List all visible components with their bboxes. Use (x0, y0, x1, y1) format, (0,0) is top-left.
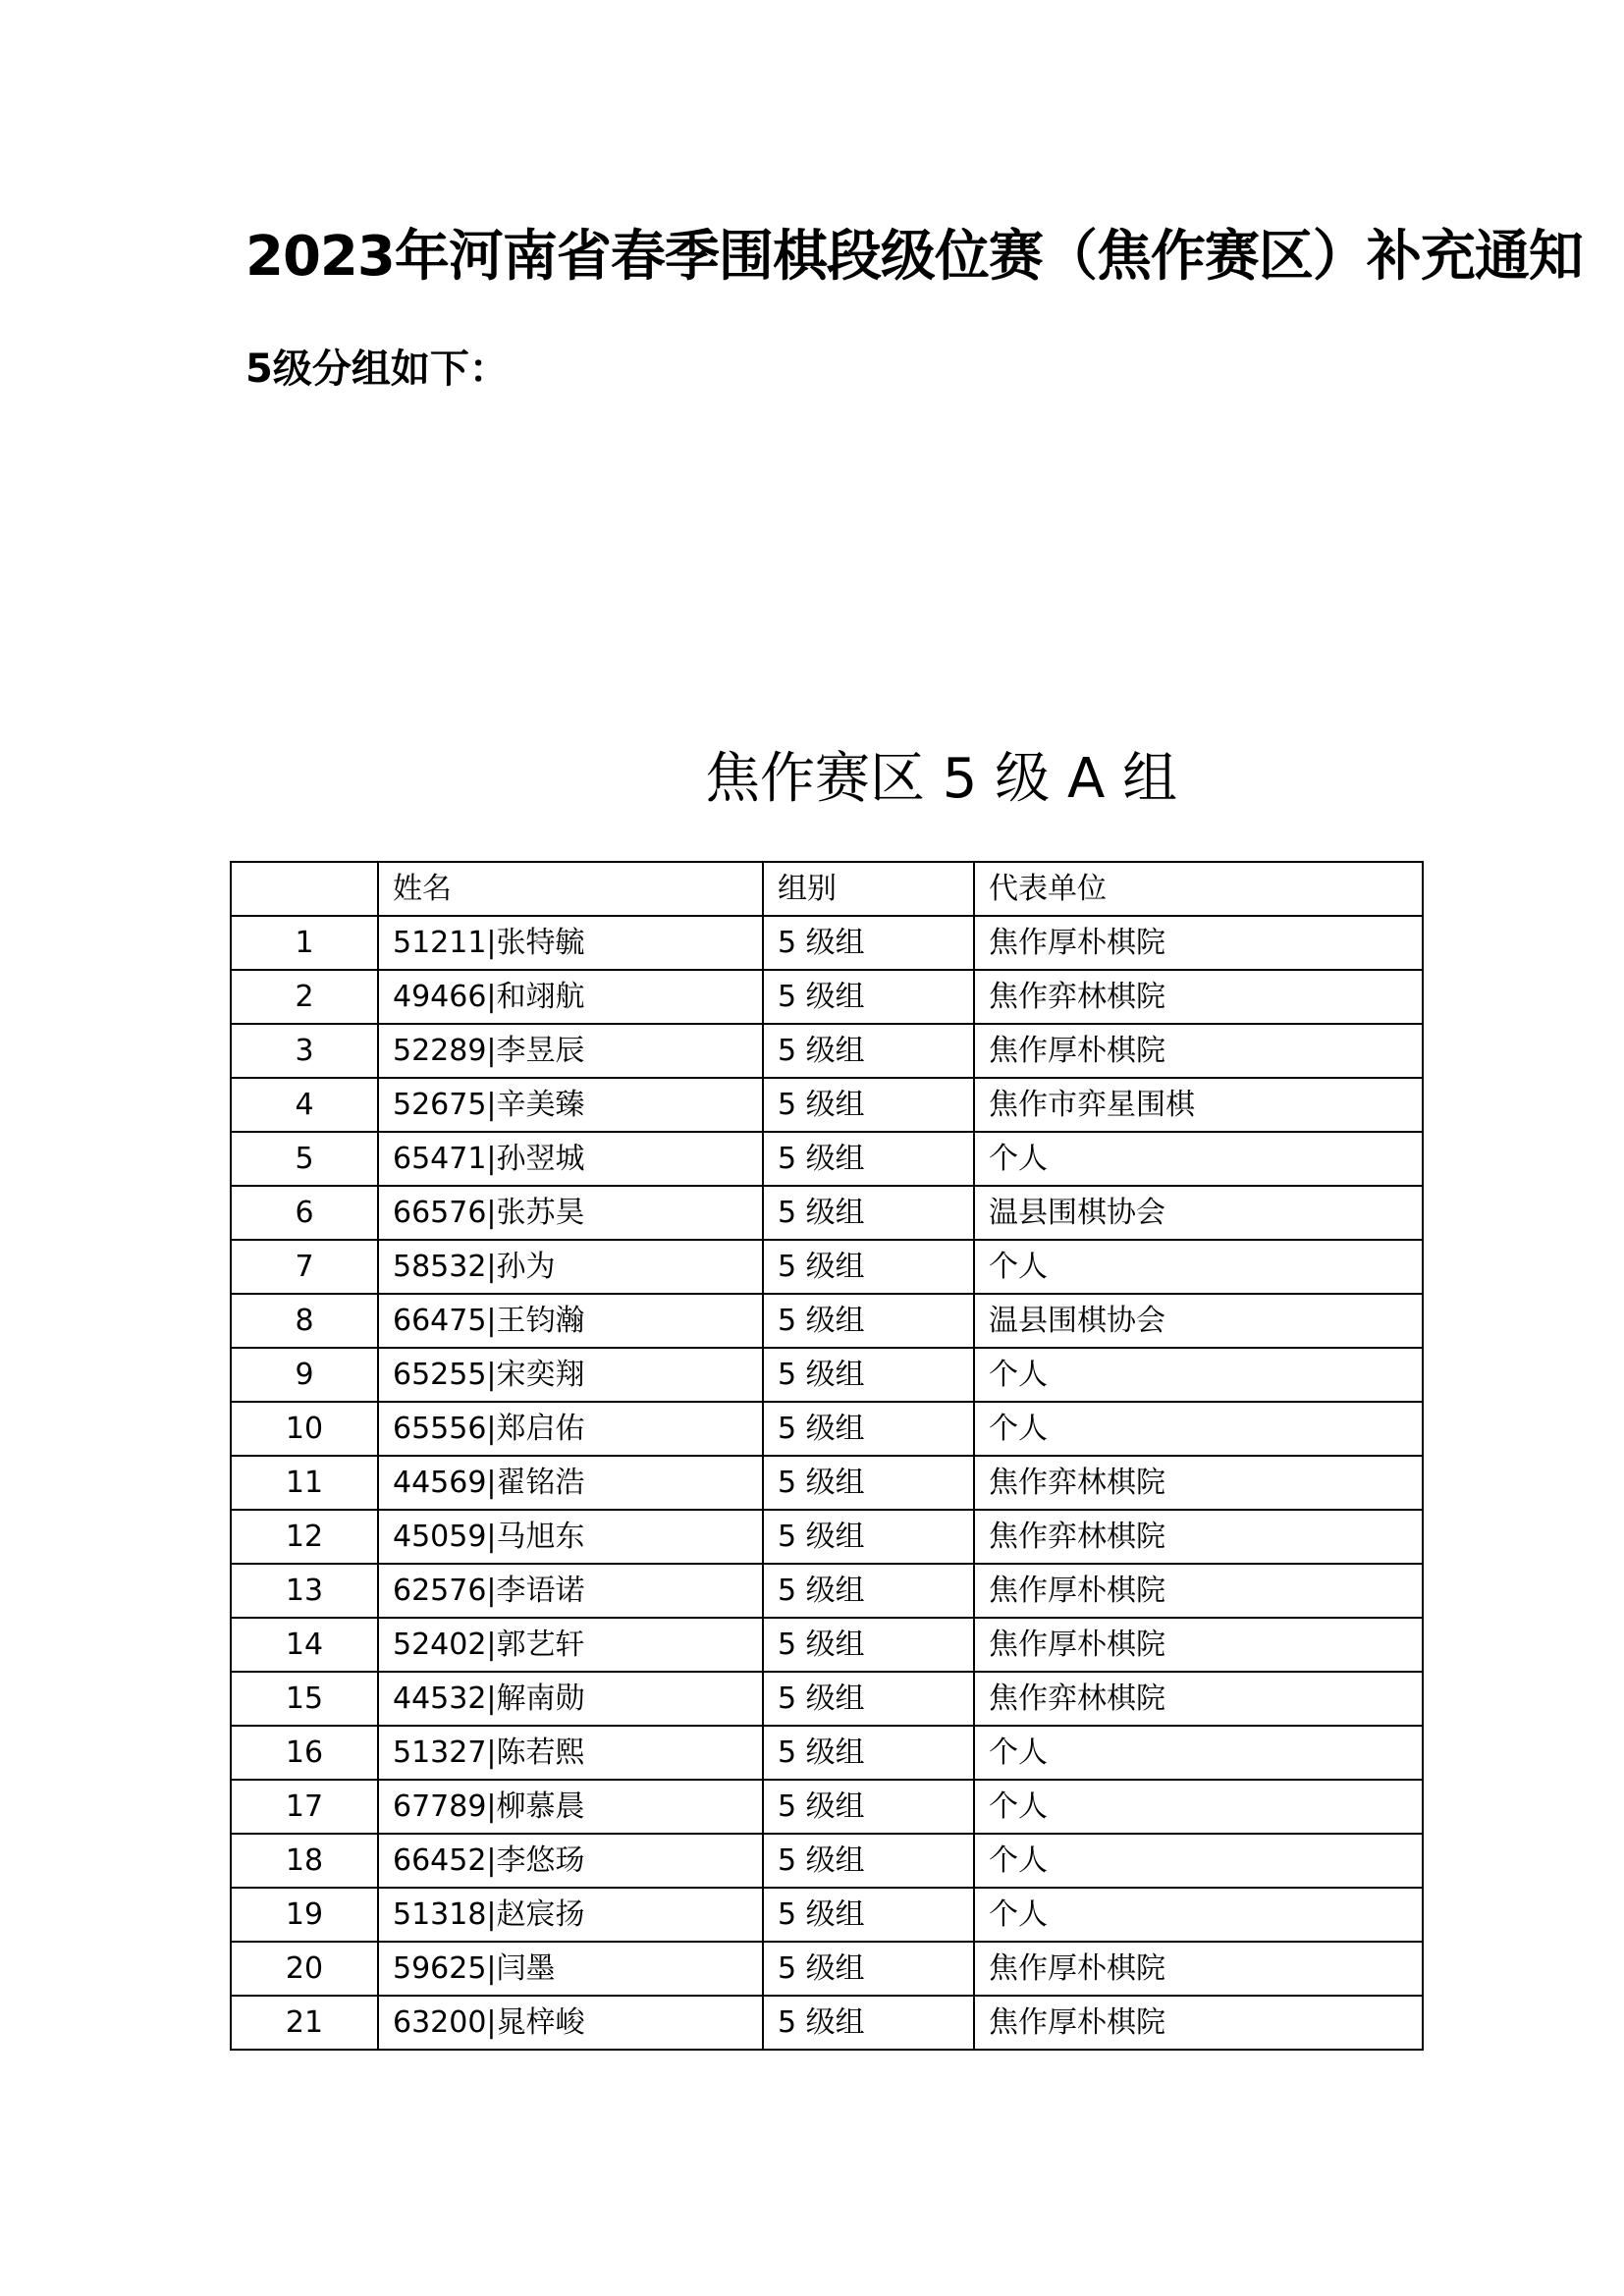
cell-player-name: 49466|和翊航 (378, 970, 763, 1024)
cell-index: 10 (231, 1402, 378, 1456)
cell-player-name: 66452|李悠玚 (378, 1834, 763, 1888)
table-header-row (231, 862, 1423, 916)
table-row (231, 1348, 1423, 1402)
cell-player-name: 65556|郑启佑 (378, 1402, 763, 1456)
cell-player-name: 52402|郭艺轩 (378, 1618, 763, 1672)
cell-unit: 焦作厚朴棋院 (974, 1564, 1423, 1618)
cell-unit: 个人 (974, 1726, 1423, 1780)
table-row (231, 1078, 1423, 1132)
cell-group: 5 级组 (763, 916, 974, 970)
cell-player-name: 44569|翟铭浩 (378, 1456, 763, 1510)
cell-index: 16 (231, 1726, 378, 1780)
table-row (231, 1780, 1423, 1834)
cell-group: 5 级组 (763, 1996, 974, 2050)
cell-player-name: 51327|陈若熙 (378, 1726, 763, 1780)
cell-group: 5 级组 (763, 1834, 974, 1888)
cell-player-name: 66576|张苏昊 (378, 1186, 763, 1240)
table-row (231, 1726, 1423, 1780)
cell-unit: 个人 (974, 1834, 1423, 1888)
cell-group: 5 级组 (763, 1240, 974, 1294)
cell-unit: 焦作厚朴棋院 (974, 1024, 1423, 1078)
roster-table (230, 861, 1424, 2051)
cell-unit: 焦作弈林棋院 (974, 970, 1423, 1024)
cell-group: 5 级组 (763, 1888, 974, 1942)
cell-unit: 焦作厚朴棋院 (974, 1942, 1423, 1996)
cell-index: 15 (231, 1672, 378, 1726)
cell-unit: 焦作厚朴棋院 (974, 916, 1423, 970)
cell-unit: 温县围棋协会 (974, 1294, 1423, 1348)
table-row (231, 1240, 1423, 1294)
cell-player-name: 59625|闫墨 (378, 1942, 763, 1996)
cell-player-name: 51318|赵宸扬 (378, 1888, 763, 1942)
cell-player-name: 62576|李语诺 (378, 1564, 763, 1618)
cell-index: 2 (231, 970, 378, 1024)
cell-player-name: 67789|柳慕晨 (378, 1780, 763, 1834)
table-row (231, 1672, 1423, 1726)
cell-player-name: 51211|张特毓 (378, 916, 763, 970)
cell-index: 12 (231, 1510, 378, 1564)
cell-index: 3 (231, 1024, 378, 1078)
cell-index: 20 (231, 1942, 378, 1996)
cell-group: 5 级组 (763, 970, 974, 1024)
cell-player-name: 45059|马旭东 (378, 1510, 763, 1564)
cell-group: 5 级组 (763, 1672, 974, 1726)
cell-index: 14 (231, 1618, 378, 1672)
table-row (231, 1024, 1423, 1078)
cell-group: 5 级组 (763, 1618, 974, 1672)
cell-player-name: 65255|宋奕翔 (378, 1348, 763, 1402)
cell-index: 4 (231, 1078, 378, 1132)
cell-player-name: 58532|孙为 (378, 1240, 763, 1294)
cell-unit: 个人 (974, 1348, 1423, 1402)
table-row (231, 1186, 1423, 1240)
cell-index: 17 (231, 1780, 378, 1834)
cell-group: 5 级组 (763, 1564, 974, 1618)
cell-player-name: 44532|解南勋 (378, 1672, 763, 1726)
cell-unit: 焦作弈林棋院 (974, 1510, 1423, 1564)
cell-unit: 焦作弈林棋院 (974, 1672, 1423, 1726)
cell-player-name: 65471|孙翌城 (378, 1132, 763, 1186)
cell-index: 19 (231, 1888, 378, 1942)
cell-unit: 个人 (974, 1132, 1423, 1186)
cell-group: 5 级组 (763, 1780, 974, 1834)
cell-group: 5 级组 (763, 1024, 974, 1078)
table-row (231, 1402, 1423, 1456)
table-row (231, 1510, 1423, 1564)
cell-unit: 个人 (974, 1888, 1423, 1942)
table-row (231, 916, 1423, 970)
cell-index: 1 (231, 916, 378, 970)
cell-group: 5 级组 (763, 1132, 974, 1186)
cell-player-name: 63200|晁梓峻 (378, 1996, 763, 2050)
table-row (231, 1564, 1423, 1618)
table-row (231, 1834, 1423, 1888)
table-row (231, 1456, 1423, 1510)
table-row (231, 970, 1423, 1024)
cell-unit: 温县围棋协会 (974, 1186, 1423, 1240)
cell-player-name: 66475|王钧瀚 (378, 1294, 763, 1348)
cell-group: 5 级组 (763, 1726, 974, 1780)
header-cell-index (231, 862, 378, 916)
cell-index: 13 (231, 1564, 378, 1618)
cell-unit: 焦作厚朴棋院 (974, 1996, 1423, 2050)
table-row (231, 1996, 1423, 2050)
cell-player-name: 52289|李昱辰 (378, 1024, 763, 1078)
cell-index: 5 (231, 1132, 378, 1186)
header-cell-unit: 代表单位 (974, 862, 1423, 916)
cell-group: 5 级组 (763, 1078, 974, 1132)
cell-group: 5 级组 (763, 1510, 974, 1564)
cell-group: 5 级组 (763, 1402, 974, 1456)
cell-index: 21 (231, 1996, 378, 2050)
cell-unit: 个人 (974, 1780, 1423, 1834)
table-row (231, 1888, 1423, 1942)
cell-unit: 个人 (974, 1240, 1423, 1294)
cell-group: 5 级组 (763, 1186, 974, 1240)
cell-index: 6 (231, 1186, 378, 1240)
header-cell-name: 姓名 (378, 862, 763, 916)
document-subtitle: 5级分组如下： (245, 347, 509, 392)
cell-index: 11 (231, 1456, 378, 1510)
cell-index: 8 (231, 1294, 378, 1348)
cell-index: 7 (231, 1240, 378, 1294)
table-row (231, 1618, 1423, 1672)
table-row (231, 1942, 1423, 1996)
table-row (231, 1132, 1423, 1186)
table-caption: 焦作赛区 5 级 A 组 (705, 747, 1178, 811)
cell-group: 5 级组 (763, 1456, 974, 1510)
table-row (231, 1294, 1423, 1348)
cell-unit: 焦作厚朴棋院 (974, 1618, 1423, 1672)
cell-unit: 焦作弈林棋院 (974, 1456, 1423, 1510)
cell-group: 5 级组 (763, 1942, 974, 1996)
cell-unit: 焦作市弈星围棋 (974, 1078, 1423, 1132)
cell-unit: 个人 (974, 1402, 1423, 1456)
cell-index: 18 (231, 1834, 378, 1888)
document-title: 2023年河南省春季围棋段级位赛（焦作赛区）补充通知 (245, 225, 1583, 289)
cell-player-name: 52675|辛美臻 (378, 1078, 763, 1132)
cell-index: 9 (231, 1348, 378, 1402)
header-cell-group: 组别 (763, 862, 974, 916)
cell-group: 5 级组 (763, 1348, 974, 1402)
cell-group: 5 级组 (763, 1294, 974, 1348)
